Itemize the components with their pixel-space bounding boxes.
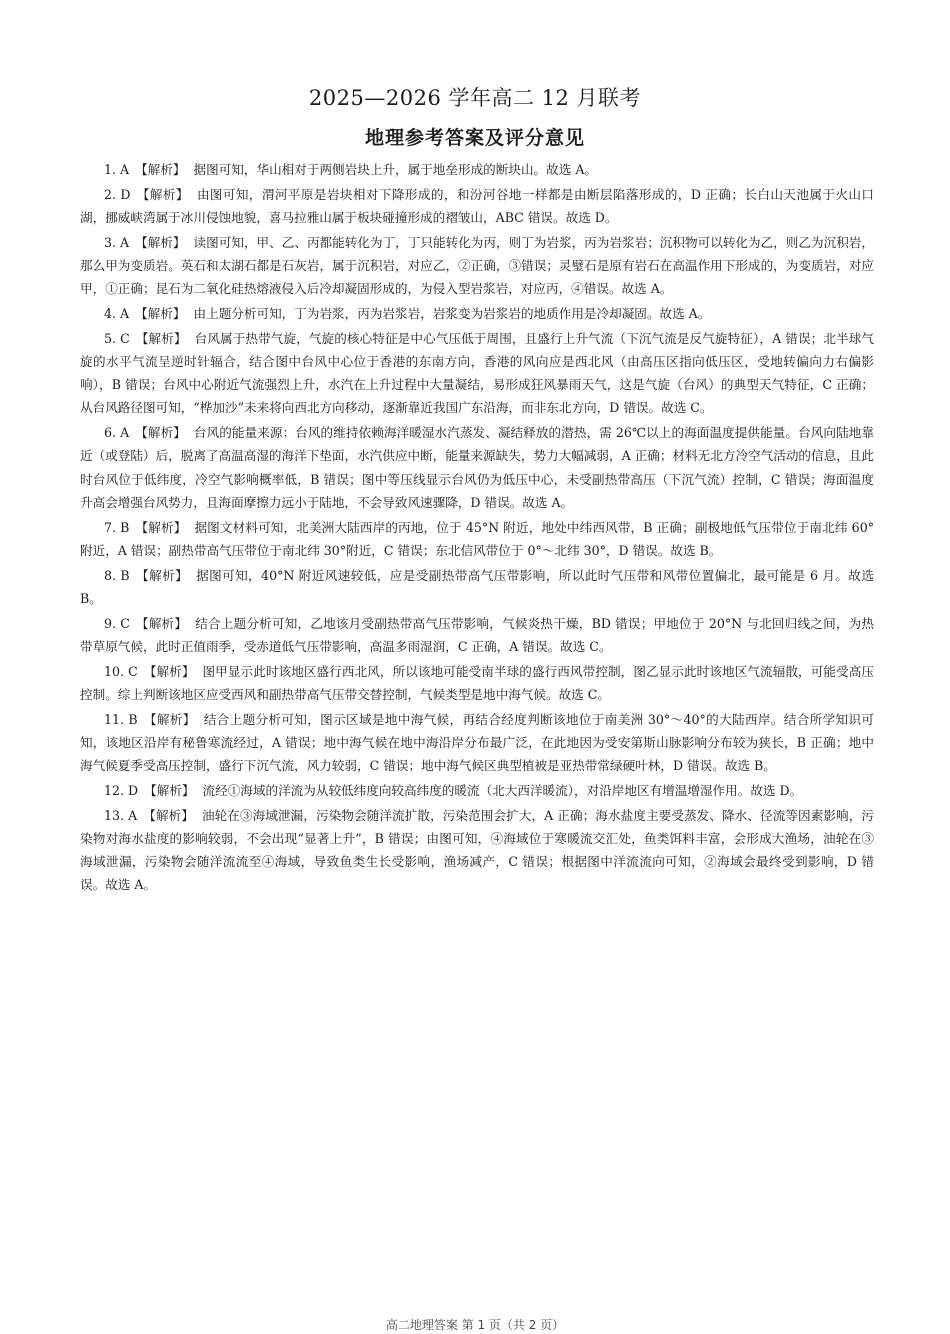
answer-number: 4. A [104, 306, 130, 321]
explanation-text: 据图可知，40°N 附近风速较低，应是受副热带高气压带影响，所以此时气压带和风带位置偏北，最可能是 6 月。故选 B。 [80, 567, 875, 606]
explanation-tag: 【解析】 [135, 162, 186, 177]
answer-number: 13. A [104, 807, 138, 823]
answer-number: 2. D [104, 186, 131, 202]
explanation-tag: 【解析】 [143, 711, 196, 727]
answer-item-11 [80, 708, 874, 778]
explanation-text: 台风的能量来源：台风的维持依赖海洋暖湿水汽蒸发、凝结释放的潜热，需 26℃以上的海面温度提供能量。台风向陆地靠近（或登陆）后，脱离了高温高湿的海洋下垫面，水汽供应中断，能量来源缺失，势力大幅减弱，A 正确；材料无北方冷空气活动的信息，且此时台风位于低纬度，冷空气影响概率低，B 错误；图中等压线显示台风仍为低压中心，未受副热带高压（下沉气流）控制，C 错误；海面温度升高会增强台风势力，且海面摩擦力远小于陆地，不会导致风速骤降，D 错误。故选 A。 [80, 425, 874, 510]
answer-item-9 [80, 612, 874, 658]
answer-number: 6. A [104, 425, 130, 441]
explanation-text: 台风属于热带气旋，气旋的核心特征是中心气压低于周围，且盛行上升气流（下沉气流是反气旋特征），A 错误；北半球气旋的水平气流呈逆时针辐合，结合图中台风中心位于香港的东南方向，香港的风向应是西北风（由高压区指向低压区，受地转偏向力右偏影响），B 错误；台风中心附近气流强烈上升，水汽在上升过程中大量凝结，易形成狂风暴雨天气，这是气旋（台风）的典型天气特征，C 正确；从台风路径图可知，“桦加沙”未来将向西北方向移动，逐渐靠近我国广东沿海，而非东北方向，D 错误。故选 C。 [80, 330, 875, 416]
answer-number: 1. A [104, 162, 130, 177]
explanation-tag: 【解析】 [143, 807, 194, 823]
explanation-text: 结合上题分析可知，乙地该月受副热带高气压带影响，气候炎热干燥，BD 错误；甲地位于 20°N 与北回归线之间，为热带草原气候，此时正值雨季，受赤道低气压带影响，高温多雨湿润，C 正确，A 错误。故选 C。 [80, 615, 875, 654]
answer-number: 9. C [104, 615, 130, 631]
answer-number: 7. B [104, 519, 130, 535]
explanation-tag: 【解析】 [143, 663, 195, 679]
explanation-tag: 【解析】 [135, 330, 187, 346]
answer-number: 12. D [104, 782, 139, 798]
answer-item-5 [80, 327, 874, 420]
explanation-tag: 【解析】 [135, 615, 188, 631]
explanation-text: 图甲显示此时该地区盛行西北风，所以该地可能受南半球的盛行西风带控制，图乙显示此时该地区气流辐散，可能受高压控制。综上判断该地区应受西风和副热带高气压带交替控制，气候类型是地中海气候。故选 C。 [80, 663, 875, 702]
explanation-tag: 【解析】 [136, 186, 189, 202]
explanation-text: 读图可知，甲、乙、丙都能转化为丁，丁只能转化为丙，则丁为岩浆，丙为岩浆岩；沉积物可以转化为乙，则乙为沉积岩，那么甲为变质岩。英石和太湖石都是石灰岩，属于沉积岩，对应乙，②正确，③错误；灵璧石是原有岩石在高温作用下形成的，为变质岩，对应甲，①正确；昆石为二氧化硅热熔液侵入后冷却凝固形成的，为侵入型岩浆岩，对应丙，④错误。故选 A。 [80, 234, 875, 297]
answer-item-8 [80, 564, 874, 610]
answer-number: 11. B [104, 711, 138, 727]
answer-number: 3. A [104, 234, 130, 250]
answer-item-7 [80, 516, 874, 562]
document-subtitle: 地理参考答案及评分意见 [364, 127, 585, 149]
answer-item-10 [80, 660, 874, 706]
explanation-text: 据图可知，华山相对于两侧岩块上升，属于地垒形成的断块山。故选 A。 [193, 162, 598, 177]
explanation-tag: 【解析】 [135, 306, 186, 321]
explanation-text: 由上题分析可知，丁为岩浆，丙为岩浆岩，岩浆变为岩浆岩的地质作用是冷却凝固。故选 A。 [193, 306, 711, 321]
explanation-tag: 【解析】 [144, 782, 195, 798]
answer-item-2 [80, 183, 874, 229]
explanation-text: 结合上题分析可知，图示区域是地中海气候，再结合经度判断该地位于南美洲 30°～40°的大陆西岸。结合所学知识可知，该地区沿岸有秘鲁寒流经过，A 错误；地中海气候在地中海沿岸分布最广泛，在此地因为受安第斯山脉影响分布较为狭长，B 正确；地中海气候夏季受高压控制，盛行下沉气流，风力较弱，C 错误；地中海气候区典型植被是亚热带常绿硬叶林，D 错误。故选 B。 [80, 711, 874, 774]
answer-item-6 [80, 421, 874, 514]
answer-number: 10. C [104, 663, 138, 679]
explanation-text: 据图文材料可知，北美洲大陆西岸的丙地，位于 45°N 附近，地处中纬西风带，B 正确；副极地低气压带位于南北纬 60°附近，A 错误；副热带高气压带位于南北纬 30°附近，C 错误；东北信风带位于 0°～北纬 30°，D 错误。故选 B。 [80, 519, 875, 558]
explanation-tag: 【解析】 [135, 425, 186, 441]
answer-item-1 [80, 158, 874, 181]
explanation-text: 流经①海域的洋流为从较低纬度向较高纬度的暖流（北大西洋暖流），对沿岸地区有增温增湿作用。故选 D。 [202, 782, 803, 798]
answer-item-13 [80, 804, 874, 897]
document-title: 2025—2026 学年高二 12 月联考 [308, 86, 642, 110]
explanation-tag: 【解析】 [135, 519, 187, 535]
explanation-text: 由图可知，渭河平原是岩块相对下降形成的，和汾河谷地一样都是由断层陷落形成的，D 正确；长白山天池属于火山口湖，挪威峡湾属于冰川侵蚀地貌，喜马拉雅山属于板块碰撞形成的褶皱山，ABC 错误。故选 D。 [80, 186, 874, 225]
explanation-tag: 【解析】 [135, 234, 186, 250]
answer-number: 8. B [104, 567, 130, 583]
answer-item-4 [80, 302, 874, 325]
answer-item-12 [80, 779, 874, 802]
answer-list [80, 158, 874, 898]
answer-item-3 [80, 231, 874, 301]
explanation-text: 油轮在③海域泄漏，污染物会随洋流扩散，污染范围会扩大，A 正确；海水盐度主要受蒸发、降水、径流等因素影响，污染物对海水盐度的影响较弱，不会出现“显著上升”，B 错误；由图可知，④海域位于寒暖流交汇处，鱼类饵料丰富，会形成大渔场，油轮在③海域泄漏，污染物会随洋流流至④海域，导致鱼类生长受影响，渔场减产，C 错误；根据图中洋流流向可知，②海域会最终受到影响，D 错误。故选 A。 [80, 807, 874, 893]
page-footer: 高二地理答案 第 1 页（共 2 页） [385, 1318, 565, 1332]
explanation-tag: 【解析】 [135, 567, 189, 583]
answer-number: 5. C [104, 330, 130, 346]
